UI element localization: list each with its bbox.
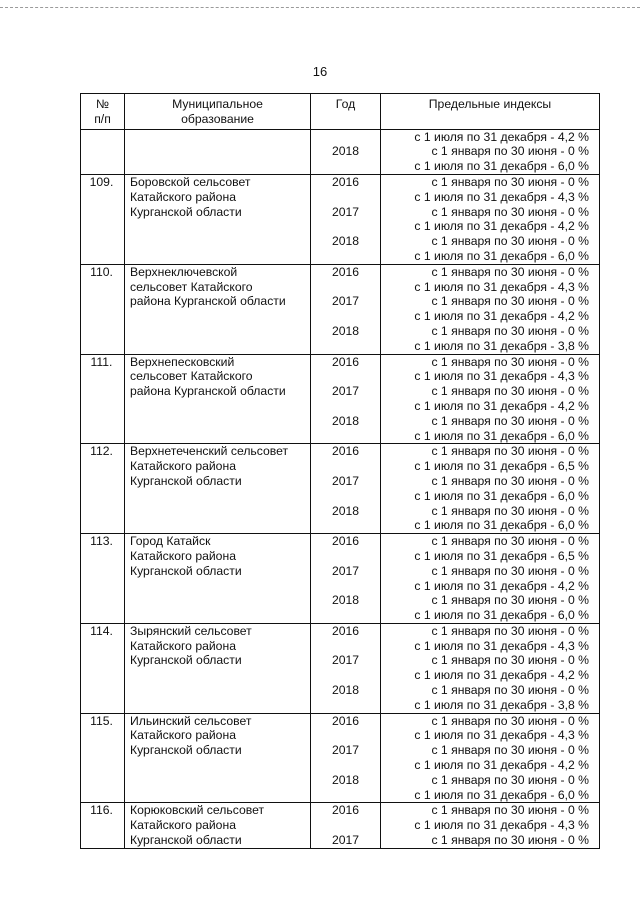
municipality-name-line: сельсовет Катайского <box>130 369 253 384</box>
year-line <box>311 818 380 833</box>
year-line: 2018 <box>331 323 360 338</box>
index-line: с 1 июля по 31 декабря - 4,2 % <box>414 578 589 593</box>
table-row <box>81 713 600 803</box>
year-line <box>311 668 380 683</box>
year-line: 2017 <box>331 563 360 578</box>
year-line: 2018 <box>331 593 360 608</box>
index-line: с 1 июля по 31 декабря - 4,3 % <box>414 638 589 653</box>
municipality-name <box>125 534 311 624</box>
scan-top-edge <box>0 7 640 8</box>
municipality-name-line: Боровской сельсовет <box>130 174 251 189</box>
municipality-name-line: Верхнепесковский <box>130 354 235 369</box>
index-line: с 1 июля по 31 декабря - 6,0 % <box>414 488 589 503</box>
index-line: с 1 июля по 31 декабря - 6,0 % <box>414 518 589 533</box>
municipality-name-line: Курганской области <box>130 204 242 219</box>
year-line: 2016 <box>331 534 360 549</box>
row-number-text: 114. <box>90 623 113 638</box>
header-num-line: п/п <box>94 111 111 126</box>
index-line: с 1 января по 30 июня - 0 % <box>431 294 589 309</box>
year-line: 2018 <box>331 144 360 159</box>
year-line: 2017 <box>331 833 360 848</box>
index-line: с 1 июля по 31 декабря - 4,2 % <box>414 758 589 773</box>
year-line <box>311 788 380 803</box>
year-line <box>311 579 380 594</box>
index-line: с 1 июля по 31 декабря - 4,2 % <box>414 219 589 234</box>
municipality-name-line: Корюковский сельсовет <box>130 803 265 818</box>
page-number: 16 <box>312 64 328 79</box>
index-line: с 1 июля по 31 декабря - 6,5 % <box>414 459 589 474</box>
row-number <box>81 623 125 713</box>
index-line: с 1 июля по 31 декабря - 6,0 % <box>414 608 589 623</box>
index-line: с 1 января по 30 июня - 0 % <box>431 713 589 728</box>
row-number-text: 110. <box>90 264 113 279</box>
municipality-name-line: Курганской области <box>130 563 242 578</box>
year-line: 2017 <box>331 204 360 219</box>
year-line <box>311 219 380 234</box>
year-cell <box>311 444 381 534</box>
year-line <box>311 339 380 354</box>
year-cell <box>311 174 381 264</box>
row-number-text: 116. <box>90 803 113 818</box>
header-municipality-line: образование <box>181 111 254 126</box>
year-line: 2016 <box>331 174 360 189</box>
table-row <box>81 623 600 713</box>
index-line: с 1 января по 30 июня - 0 % <box>431 683 589 698</box>
year-line <box>311 459 380 474</box>
municipality-name-line: Верхнеключевской <box>130 264 238 279</box>
municipality-name-line: Катайского района <box>130 189 236 204</box>
index-line: с 1 июля по 31 декабря - 3,8 % <box>414 697 589 712</box>
municipality-name-line: сельсовет Катайского <box>130 279 253 294</box>
year-cell <box>311 803 381 848</box>
table-row <box>81 354 600 444</box>
year-cell <box>311 534 381 624</box>
municipality-name <box>125 174 311 264</box>
index-line: с 1 января по 30 июня - 0 % <box>431 623 589 638</box>
year-line: 2017 <box>331 473 360 488</box>
row-number <box>81 713 125 803</box>
index-line: с 1 июля по 31 декабря - 3,8 % <box>414 338 589 353</box>
municipality-name-line: Катайского района <box>130 548 236 563</box>
index-line: с 1 июля по 31 декабря - 4,3 % <box>414 728 589 743</box>
row-number <box>81 444 125 534</box>
index-line: с 1 января по 30 июня - 0 % <box>431 174 589 189</box>
header-year-label: Год <box>335 97 356 111</box>
index-line: с 1 июля по 31 декабря - 4,2 % <box>414 668 589 683</box>
index-line: с 1 января по 30 июня - 0 % <box>431 653 589 668</box>
index-line: с 1 января по 30 июня - 0 % <box>431 384 589 399</box>
index-cell <box>381 803 600 848</box>
year-line: 2016 <box>331 264 360 279</box>
year-line: 2016 <box>331 623 360 638</box>
municipality-name-line: Катайского района <box>130 459 236 474</box>
index-line: с 1 июля по 31 декабря - 4,2 % <box>414 309 589 324</box>
index-line: с 1 января по 30 июня - 0 % <box>431 833 589 848</box>
table-row <box>81 444 600 534</box>
index-line: с 1 января по 30 июня - 0 % <box>431 593 589 608</box>
row-number <box>81 354 125 444</box>
year-cell <box>311 713 381 803</box>
year-line <box>311 130 380 145</box>
index-line: с 1 января по 30 июня - 0 % <box>431 444 589 459</box>
year-line: 2017 <box>331 294 360 309</box>
index-line: с 1 июля по 31 декабря - 6,0 % <box>414 159 589 174</box>
row-number <box>81 803 125 848</box>
year-line <box>311 549 380 564</box>
table-row <box>81 803 600 848</box>
index-line: с 1 июля по 31 декабря - 4,2 % <box>414 129 589 144</box>
index-line: с 1 января по 30 июня - 0 % <box>431 803 589 818</box>
municipality-name-line: Курганской области <box>130 833 242 848</box>
municipality-name-line: Зырянский сельсовет <box>130 623 252 638</box>
index-line: с 1 июля по 31 декабря - 6,5 % <box>414 548 589 563</box>
year-line <box>311 728 380 743</box>
index-line: с 1 июля по 31 декабря - 6,0 % <box>414 428 589 443</box>
index-line: с 1 января по 30 июня - 0 % <box>431 264 589 279</box>
year-cell <box>311 264 381 354</box>
year-line <box>311 159 380 174</box>
year-line <box>311 639 380 654</box>
index-line: с 1 января по 30 июня - 0 % <box>431 563 589 578</box>
year-line: 2016 <box>331 444 360 459</box>
index-cell <box>381 354 600 444</box>
year-line: 2017 <box>331 653 360 668</box>
municipality-name-line: Город Катайск <box>130 534 211 549</box>
index-line: с 1 июля по 31 декабря - 4,2 % <box>414 398 589 413</box>
index-line: с 1 июля по 31 декабря - 4,3 % <box>414 189 589 204</box>
row-number <box>81 174 125 264</box>
municipality-name-line: Курганской области <box>130 743 242 758</box>
year-line <box>311 249 380 264</box>
index-line: с 1 января по 30 июня - 0 % <box>431 204 589 219</box>
year-line <box>311 758 380 773</box>
row-number-text: 115. <box>90 713 113 728</box>
year-cell <box>311 129 381 174</box>
index-line: с 1 января по 30 июня - 0 % <box>431 144 589 159</box>
year-line <box>311 399 380 414</box>
index-line: с 1 января по 30 июня - 0 % <box>431 473 589 488</box>
table-row <box>81 534 600 624</box>
index-line: с 1 января по 30 июня - 0 % <box>431 743 589 758</box>
index-line: с 1 июля по 31 декабря - 6,0 % <box>414 248 589 263</box>
municipality-name <box>125 713 311 803</box>
year-line <box>311 489 380 504</box>
index-line: с 1 июля по 31 декабря - 4,3 % <box>414 369 589 384</box>
index-cell <box>381 444 600 534</box>
municipality-name-line: Курганской области <box>130 653 242 668</box>
row-number-text <box>81 130 122 145</box>
municipality-name <box>125 803 311 848</box>
year-cell <box>311 623 381 713</box>
municipality-name-line: Катайского района <box>130 728 236 743</box>
row-number-text: 109. <box>89 174 114 189</box>
index-line: с 1 января по 30 июня - 0 % <box>431 234 589 249</box>
municipality-name-line: Курганской области <box>130 473 242 488</box>
row-number <box>81 264 125 354</box>
year-line <box>311 518 380 533</box>
index-line: с 1 июля по 31 декабря - 6,0 % <box>414 787 589 802</box>
table-row <box>81 174 600 264</box>
index-cell <box>381 174 600 264</box>
header-municipality-line: Муниципальное <box>172 97 263 111</box>
municipality-name-line: Ильинский сельсовет <box>130 713 252 728</box>
year-line <box>311 429 380 444</box>
row-number <box>81 129 125 174</box>
header-num-line: № <box>95 97 110 111</box>
municipality-name-line: Катайского района <box>130 818 236 833</box>
price-index-table <box>80 93 600 849</box>
year-line: 2018 <box>331 413 360 428</box>
year-cell <box>311 354 381 444</box>
index-line: с 1 января по 30 июня - 0 % <box>431 354 589 369</box>
index-cell <box>381 623 600 713</box>
index-cell <box>381 534 600 624</box>
index-line: с 1 января по 30 июня - 0 % <box>431 534 589 549</box>
row-number-text: 111. <box>90 354 113 369</box>
year-line <box>311 309 380 324</box>
municipality-name <box>125 444 311 534</box>
year-line <box>311 369 380 384</box>
index-line: с 1 января по 30 июня - 0 % <box>431 503 589 518</box>
index-line: с 1 июля по 31 декабря - 4,3 % <box>414 818 589 833</box>
municipality-name <box>125 264 311 354</box>
header-year <box>311 94 381 130</box>
header-num <box>81 94 125 130</box>
row-number-text: 113. <box>90 534 113 549</box>
index-cell <box>381 713 600 803</box>
year-line: 2016 <box>331 354 360 369</box>
year-line <box>311 698 380 713</box>
year-line: 2018 <box>331 683 360 698</box>
municipality-name-line: района Курганской области <box>130 294 286 309</box>
municipality-name <box>125 623 311 713</box>
year-line: 2017 <box>331 384 360 399</box>
table-row <box>81 129 600 174</box>
year-line <box>311 608 380 623</box>
table-header-row <box>81 94 600 130</box>
header-municipality <box>125 94 311 130</box>
index-line: с 1 января по 30 июня - 0 % <box>431 323 589 338</box>
year-line: 2018 <box>331 772 360 787</box>
year-line: 2016 <box>331 713 360 728</box>
row-number-text: 112. <box>90 444 113 459</box>
municipality-name-line: района Курганской области <box>130 384 286 399</box>
index-line: с 1 июля по 31 декабря - 4,3 % <box>414 279 589 294</box>
index-line: с 1 января по 30 июня - 0 % <box>431 413 589 428</box>
municipality-name-line: Верхнетеченский сельсовет <box>130 444 289 459</box>
row-number <box>81 534 125 624</box>
year-line: 2018 <box>331 503 360 518</box>
header-indices-label: Предельные индексы <box>428 97 552 111</box>
index-cell <box>381 129 600 174</box>
year-line: 2017 <box>331 743 360 758</box>
year-line <box>311 190 380 205</box>
index-cell <box>381 264 600 354</box>
index-line: с 1 января по 30 июня - 0 % <box>431 772 589 787</box>
table-row <box>81 264 600 354</box>
municipality-name-line: Катайского района <box>130 638 236 653</box>
municipality-name <box>125 129 311 174</box>
year-line: 2016 <box>331 803 360 818</box>
year-line <box>311 280 380 295</box>
year-line: 2018 <box>331 234 360 249</box>
municipality-name <box>125 354 311 444</box>
header-indices <box>381 94 600 130</box>
